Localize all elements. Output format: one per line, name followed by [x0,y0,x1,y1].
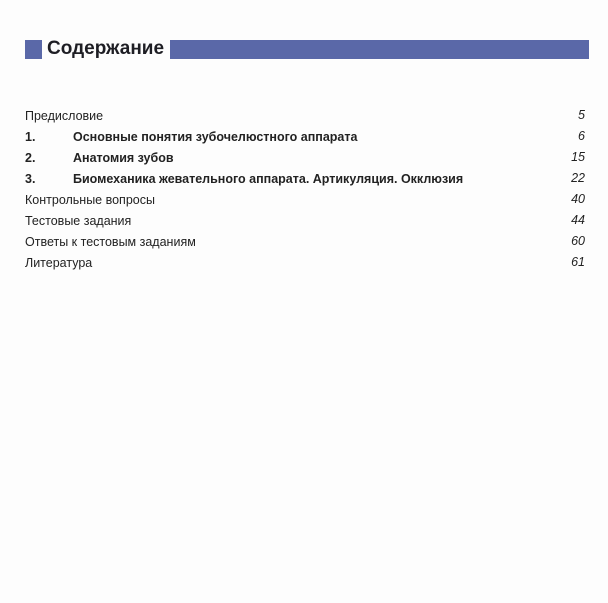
toc-entry[interactable] [25,210,585,231]
toc-entry-label: Основные понятия зубочелюстного аппарата [73,129,358,144]
section-header [25,36,589,62]
toc-entry-label: Предисловие [25,108,104,123]
toc-entry-label: Литература [25,255,93,270]
toc-entry-page-number: 15 [571,150,585,164]
toc-entry[interactable] [25,189,585,210]
toc-entry[interactable] [25,147,585,168]
toc-entry-page-number: 44 [571,213,585,227]
toc-entry[interactable] [25,105,585,126]
toc-entry[interactable] [25,126,585,147]
toc-entry-label: Контрольные вопросы [25,192,155,207]
toc-entry-number: 1. [25,129,36,144]
toc-entry[interactable] [25,168,585,189]
toc-entry-page-number: 22 [571,171,585,185]
toc-entry-label: Ответы к тестовым заданиям [25,234,196,249]
page-title: Содержание [47,38,165,59]
table-of-contents [25,105,585,273]
toc-entry-page-number: 60 [571,234,585,248]
toc-entry[interactable] [25,231,585,252]
toc-entry-label: Анатомия зубов [73,150,174,165]
toc-entry-number: 3. [25,171,36,186]
header-accent-square [25,40,42,59]
header-accent-bar [170,40,589,59]
toc-entry[interactable] [25,252,585,273]
toc-entry-number: 2. [25,150,36,165]
toc-entry-label: Биомеханика жевательного аппарата. Артикуляция. Окклюзия [73,171,464,186]
toc-entry-page-number: 61 [571,255,585,269]
toc-entry-page-number: 6 [578,129,585,143]
toc-entry-label: Тестовые задания [25,213,132,228]
toc-entry-page-number: 5 [578,108,585,122]
toc-entry-page-number: 40 [571,192,585,206]
